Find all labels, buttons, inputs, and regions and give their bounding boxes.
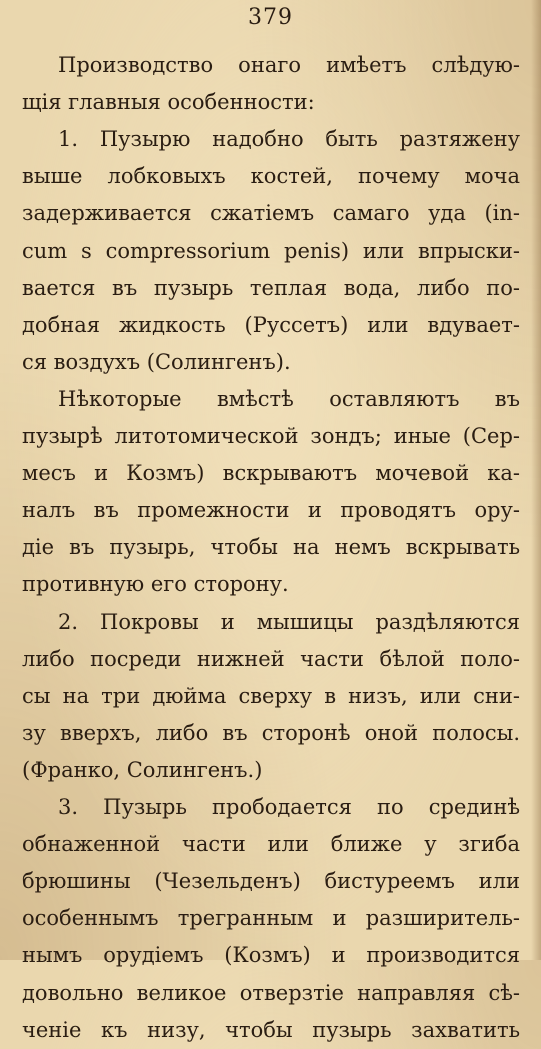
text-line: діе въ пузырь, чтобы на немъ вскрывать <box>22 535 520 560</box>
text-line: нымъ орудіемъ (Козмъ) и производится <box>22 943 520 968</box>
page-edge-shadow <box>531 0 541 960</box>
text-line: месъ и Козмъ) вскрываютъ мочевой ка- <box>22 461 520 486</box>
text-line: довольно великое отверзтіе направляя сѣ- <box>22 980 520 1005</box>
text-line: выше лобковыхъ костей, почему моча <box>22 164 520 189</box>
text-line: вается въ пузырь теплая вода, либо по- <box>22 275 520 300</box>
text-line: брюшины (Чезельденъ) бистуреемъ или <box>22 869 520 894</box>
text-line: либо посреди нижней части бѣлой поло- <box>22 646 520 671</box>
text-line: cum s compressorium penis) или впрыски- <box>22 238 520 263</box>
text-line: пузырѣ литотомической зондъ; иные (Сер- <box>22 424 520 448</box>
text-line: 1. Пузырю надобно быть разтяжену <box>58 127 520 152</box>
text-line: добная жидкость (Руссетъ) или вдувает- <box>22 312 520 337</box>
text-line: 2. Покровы и мышицы раздѣляются <box>58 609 520 634</box>
text-line: щія главныя особенности: <box>22 90 315 115</box>
text-line: Нѣкоторые вмѣстѣ оставляютъ въ <box>58 386 520 411</box>
text-line: задерживается сжатіемъ самаго уда (in- <box>22 201 520 226</box>
text-line: особеннымъ трегранным и разширитель- <box>22 906 520 931</box>
page-number: 379 <box>248 5 293 30</box>
text-line: зу вверхъ, либо въ сторонѣ оной полосы. <box>22 720 520 745</box>
text-line: обнаженной части или ближе у згиба <box>22 832 520 857</box>
text-line: ся воздухъ (Солингенъ). <box>22 349 291 374</box>
text-line: противную его сторону. <box>22 572 289 597</box>
text-line: 3. Пузырь прободается по срединѣ <box>58 795 520 819</box>
text-line: налъ въ промежности и проводятъ ору- <box>22 498 520 523</box>
text-line: ченіе къ низу, чтобы пузырь захватить <box>22 1017 520 1042</box>
text-line: Производство онаго имѣетъ слѣдую- <box>58 53 520 77</box>
text-line: (Франко, Солингенъ.) <box>22 757 263 782</box>
text-line: сы на три дюйма сверху в низъ, или сни- <box>22 683 520 708</box>
